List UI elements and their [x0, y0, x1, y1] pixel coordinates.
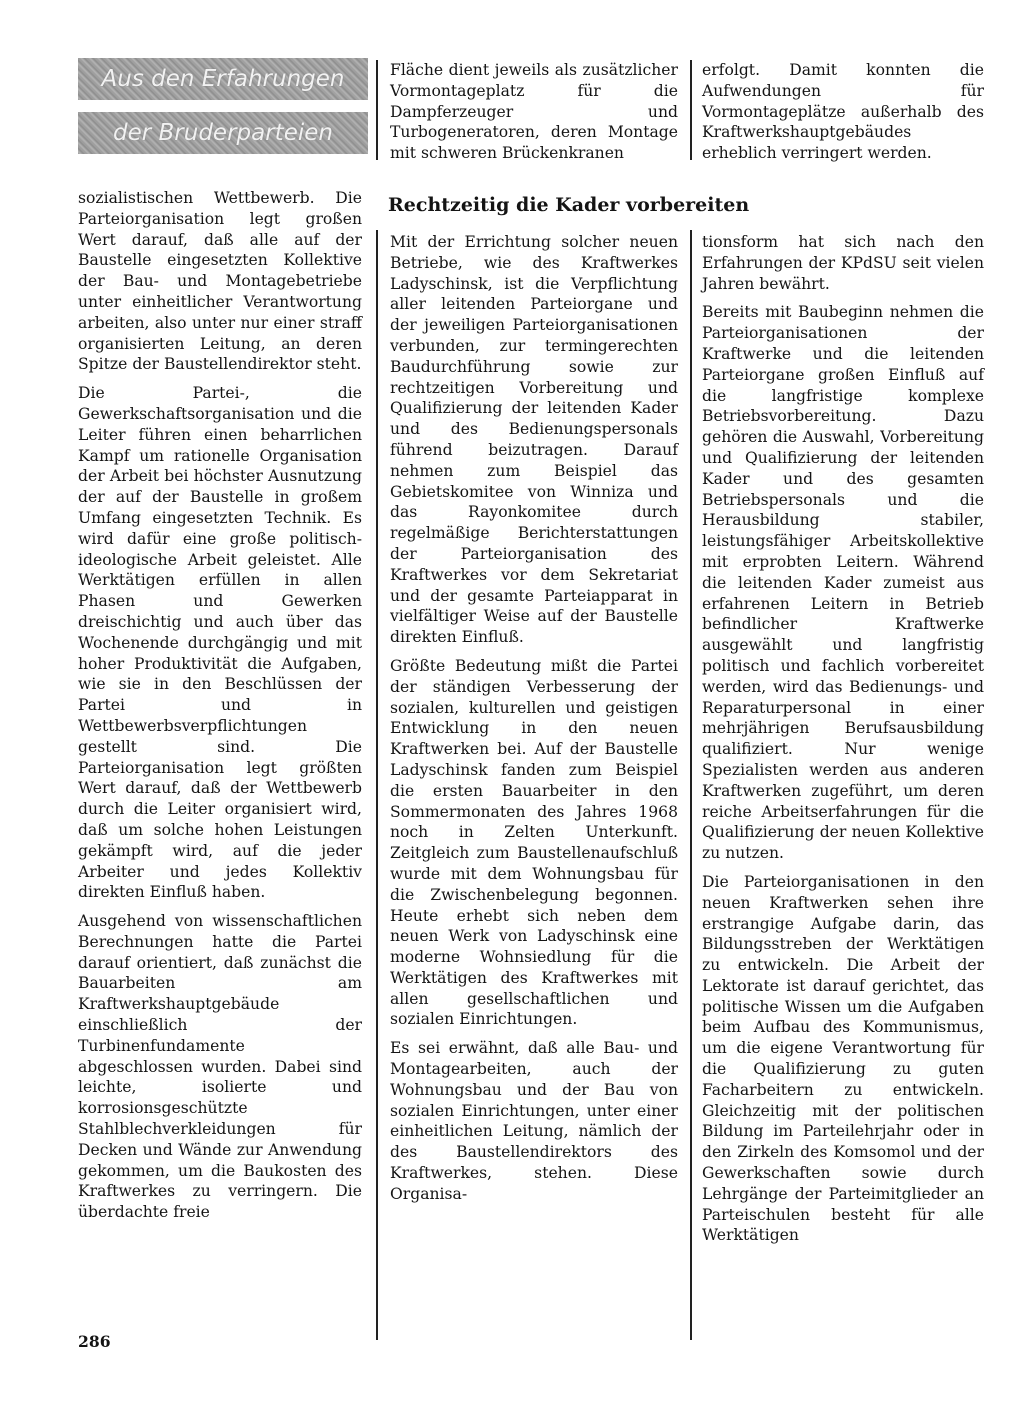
- column-rule-top-2: [690, 60, 692, 160]
- column-2-paragraph-1: Mit der Errichtung solcher neuen Betriebe, wie des Kraftwerkes Ladyschinsk, ist die Verpflichtung aller leitenden Parteiorgane und der jeweiligen Parteiorganisationen verbunden, zur termingerechten Baudurchführung sowie zur rechtzeitigen Vorbereitung und Qualifizierung der leitenden Kader und des Bedienungspersonals führend beizutragen. Darauf nehmen zum Beispiel das Gebietskomitee von Winniza und das Rayonkomitee durch regelmäßige Berichterstattungen der Parteiorganisation des Kraftwerkes vor dem Sekretariat und der gesamte Parteiapparat in vielfältiger Weise auf der Baustelle direkten Einfluß.: [390, 233, 678, 647]
- column-rule-lower-2: [690, 230, 692, 1340]
- banner-line-1: Aus den Erfahrungen: [78, 58, 368, 100]
- column-3-paragraph-1: tionsform hat sich nach den Erfahrungen der KPdSU seit vielen Jahren bewährt.: [702, 233, 984, 293]
- column-1-paragraph-2: Die Partei-, die Gewerkschaftsorganisation und die Leiter führen einen beharrlichen Kampf um rationelle Organisation der Arbeit bei höchster Ausnutzung der auf der Baustelle in großem Umfang eingesetzten Technik. Es wird dafür eine große politisch-ideologische Arbeit geleistet. Alle Werktätigen erfüllen in allen Phasen und Gewerken dreischichtig und auch über das Wochenende durchgängig und mit hoher Produktivität die Aufgaben, wie sie in den Beschlüssen der Partei und in Wettbewerbsverpflichtungen gestellt sind. Die Parteiorganisation legt größten Wert darauf, daß der Wettbewerb durch die Leiter organisiert wird, daß um solche hohen Leistungen gekämpft wird, auf die jeder Arbeiter und jedes Kollektiv direkten Einfluß haben.: [78, 384, 362, 902]
- column-3-paragraph-3: Die Parteiorganisationen in den neuen Kraftwerken sehen ihre erstrangige Aufgabe darin, das Bildungsstreben der Werktätigen zu entwickeln. Die Arbeit der Lektorate ist darauf gerichtet, das politische Wissen um die Aufgaben beim Aufbau des Kommunismus, um die eigene Verantwortung für die Qualifizierung zu guten Facharbeitern zu entwickeln. Gleichzeitig mit der politischen Bildung im Parteilehrjahr oder in den Zirkeln des Komsomol und der Gewerkschaften sowie durch Lehrgänge der Parteimitglieder an Parteischulen besteht für alle Werktätigen: [702, 872, 984, 1245]
- section-banner: [78, 58, 368, 156]
- page-number: 286: [78, 1332, 111, 1351]
- column-2: [390, 232, 678, 1213]
- column-2-paragraph-3: Es sei erwähnt, daß alle Bau- und Montagearbeiten, auch der Wohnungsbau und der Bau von sozialen Einrichtungen, unter einer einheitlichen Leitung, nämlich der des Baustellendirektors des Kraftwerkes, stehen. Diese Organisa-: [390, 1039, 678, 1203]
- column-3: [702, 232, 984, 1254]
- column-1-paragraph-1: sozialistischen Wettbewerb. Die Parteiorganisation legt großen Wert darauf, daß alle auf der Baustelle eingesetzten Kollektive der Bau- und Montagebetriebe unter einheitlicher Verantwortung arbeiten, also unter nur einer straff organisierten Leitung, an deren Spitze der Baustellendirektor steht.: [78, 189, 362, 374]
- section-heading: Rechtzeitig die Kader vorbereiten: [388, 194, 750, 216]
- column-3-top: [702, 60, 984, 172]
- column-rule-lower-1: [376, 230, 378, 1340]
- column-1-paragraph-3: Ausgehend von wissenschaftlichen Berechnungen hatte die Partei darauf orientiert, daß zunächst die Bauarbeiten am Kraftwerkshauptgebäude einschließlich der Turbinenfundamente abgeschlossen wurden. Dabei sind leichte, isolierte und korrosionsgeschützte Stahlblechverkleidungen für Decken und Wände zur Anwendung gekommen, um die Baukosten des Kraftwerkes zu verringern. Die überdachte freie: [78, 912, 362, 1222]
- column-2-paragraph-2: Größte Bedeutung mißt die Partei der ständigen Verbesserung der sozialen, kulturellen und geistigen Entwicklung in den neuen Kraftwerken bei. Auf der Baustelle Ladyschinsk fanden zum Beispiel die ersten Bauarbeiter in den Sommermonaten des Jahres 1968 noch in Zelten Unterkunft. Zeitgleich zum Baustellenaufschluß wurde mit dem Wohnungsbau für die Zwischenbelegung begonnen. Heute erhebt sich neben dem neuen Werk von Ladyschinsk eine moderne Wohnsiedlung für die Werktätigen des Kraftwerkes mit allen gesellschaftlichen und sozialen Einrichtungen.: [390, 656, 678, 1029]
- column-3-top-paragraph: erfolgt. Damit konnten die Aufwendungen für Vormontageplätze außerhalb des Kraftwerkshauptgebäudes erheblich verringert werden.: [702, 61, 984, 163]
- column-2-top: [390, 60, 678, 172]
- banner-line-2: der Bruderparteien: [78, 112, 368, 154]
- column-1: [78, 188, 362, 1231]
- column-3-paragraph-2: Bereits mit Baubeginn nehmen die Parteiorganisationen der Kraftwerke und die leitenden Parteiorgane großen Einfluß auf die langfristige komplexe Betriebsvorbereitung. Dazu gehören die Auswahl, Vorbereitung und Qualifizierung der leitenden Kader und des gesamten Betriebspersonals und die Herausbildung stabiler, leistungsfähiger Arbeitskollektive mit erprobten Leitern. Während die leitenden Kader zumeist aus erfahrenen Leitern in Betrieb befindlicher Kraftwerke ausgewählt und langfristig politisch und fachlich vorbereitet werden, wird das Bedienungs- und Reparaturpersonal in einer mehrjährigen Berufsausbildung qualifiziert. Nur wenige Spezialisten werden aus anderen Kraftwerken zugeführt, um deren reiche Arbeitserfahrungen für die Qualifizierung der neuen Kollektive zu nutzen.: [702, 303, 984, 863]
- column-2-top-paragraph: Fläche dient jeweils als zusätzlicher Vormontageplatz für die Dampferzeuger und Turbogeneratoren, deren Montage mit schweren Brückenkranen: [390, 61, 678, 163]
- column-rule-top-1: [376, 60, 378, 160]
